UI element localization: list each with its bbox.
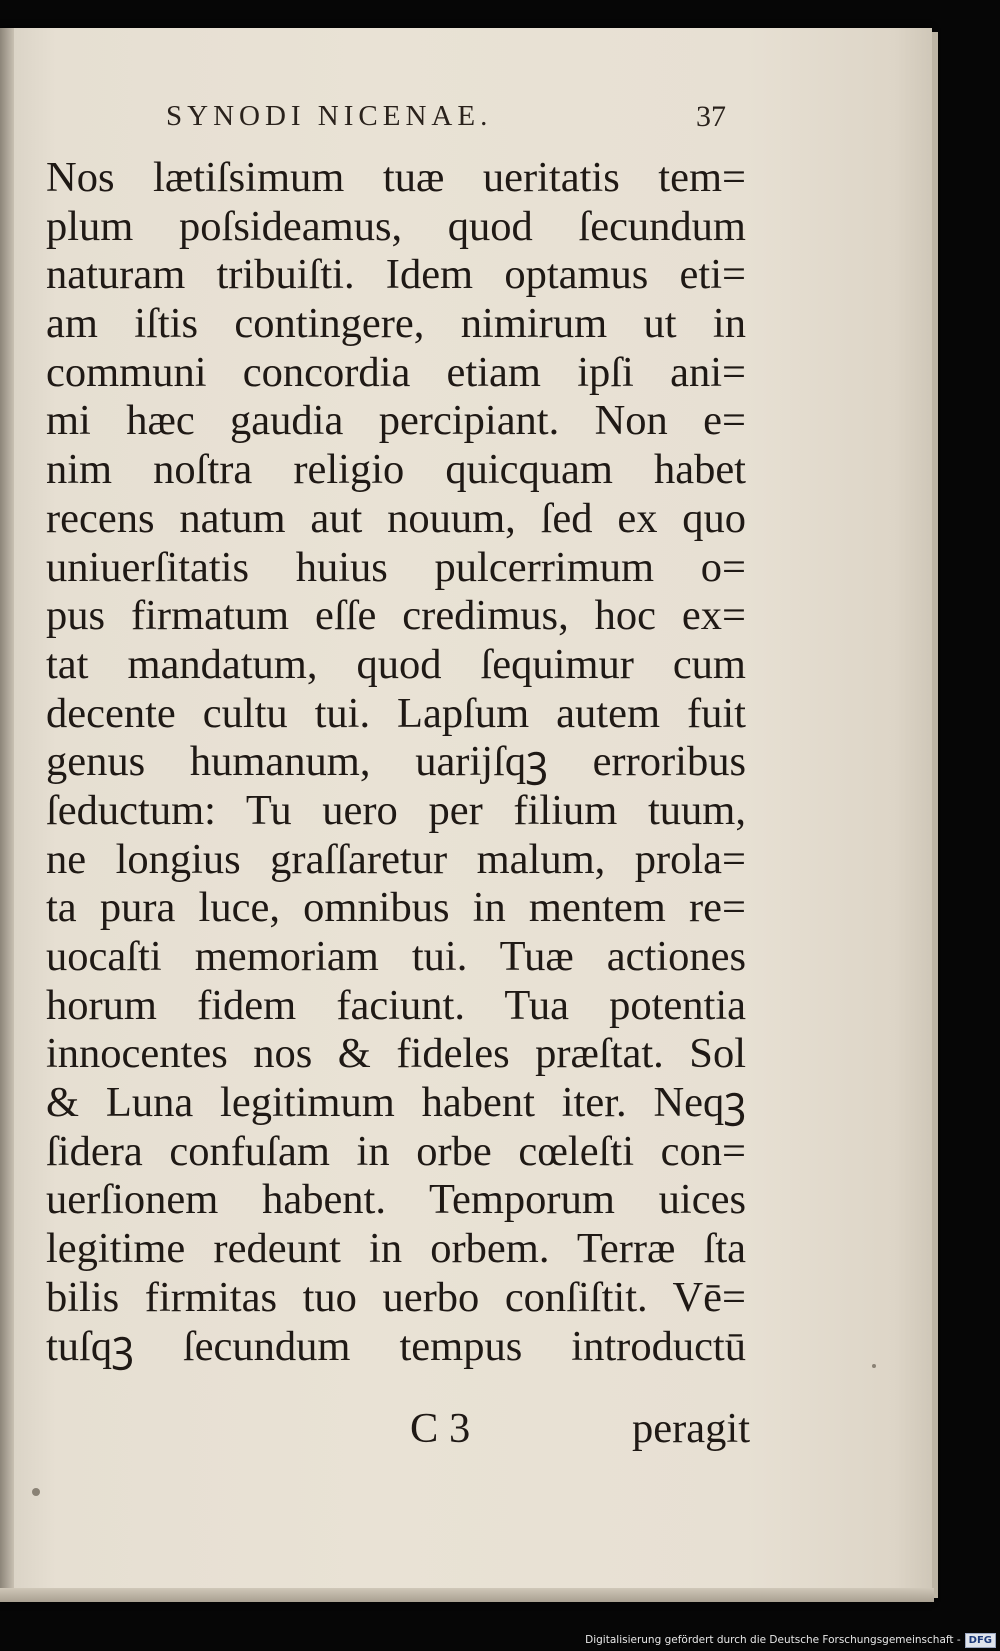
text-line: innocentes nos & fideles præſtat. Sol [46, 1030, 746, 1078]
text-line: legitime redeunt in orbem. Terræ ſta [46, 1225, 746, 1273]
text-line: tat mandatum, quod ſequimur cum [46, 640, 746, 688]
text-line: pus firmatum eſſe credimus, hoc ex= [46, 592, 746, 640]
text-line: decente cultu tui. Lapſum autem fuit [46, 689, 746, 737]
text-line: plum poſsideamus, quod ſecundum [46, 202, 746, 250]
funding-banner [585, 1631, 996, 1649]
text-line: Nos lætiſsimum tuæ ueritatis tem= [46, 154, 746, 201]
text-line: ta pura luce, omnibus in mentem re= [46, 884, 746, 932]
text-line: bilis firmitas tuo uerbo conſiſtit. Vē= [46, 1273, 746, 1321]
page-number: 37 [696, 100, 726, 133]
dfg-logo: DFG [965, 1633, 996, 1648]
signature-mark: C 3 [410, 1405, 471, 1452]
body-text [46, 154, 746, 1371]
text-line: naturam tribuiſti. Idem optamus eti= [46, 251, 746, 299]
text-line: uocaſti memoriam tui. Tuæ actiones [46, 933, 746, 980]
text-line: ne longius graſſaretur malum, prola= [46, 835, 746, 883]
text-line: ſidera confuſam in orbe cœleſti con= [46, 1127, 746, 1175]
catchword: peragit [632, 1405, 750, 1452]
page-footer [410, 1404, 750, 1454]
text-line: uerſionem habent. Temporum uices [46, 1176, 746, 1224]
text-line: & Luna legitimum habent iter. Neqꝫ [46, 1079, 746, 1127]
text-line: uniuerſitatis huius pulcerrimum o= [46, 543, 746, 591]
text-line: mi hæc gaudia percipiant. Non e= [46, 397, 746, 445]
text-line: communi concordia etiam ipſi ani= [46, 348, 746, 396]
text-line: recens natum aut nouum, ſed ex quo [46, 494, 746, 542]
text-line: genus humanum, uarijſqꝫ erroribus [46, 738, 746, 786]
running-head: SYNODI NICENAE. [166, 100, 493, 132]
page-edge [932, 32, 938, 1598]
funding-banner-text: Digitalisierung gefördert durch die Deutsche Forschungsgemeinschaft - [585, 1634, 961, 1646]
text-line: horum fidem faciunt. Tua potentia [46, 981, 746, 1029]
page-bottom-edge [0, 1588, 934, 1602]
text-line: ſeductum: Tu uero per filium tuum, [46, 786, 746, 834]
paper-speck [32, 1488, 40, 1496]
page-header [166, 100, 726, 140]
binding-shadow [0, 28, 14, 1602]
paper-speck [872, 1364, 876, 1368]
text-line: nim noſtra religio quicquam habet [46, 446, 746, 494]
text-line: am iſtis contingere, nimirum ut in [46, 300, 746, 348]
text-line: tuſqꝫ ſecundum tempus introductū [46, 1322, 746, 1370]
